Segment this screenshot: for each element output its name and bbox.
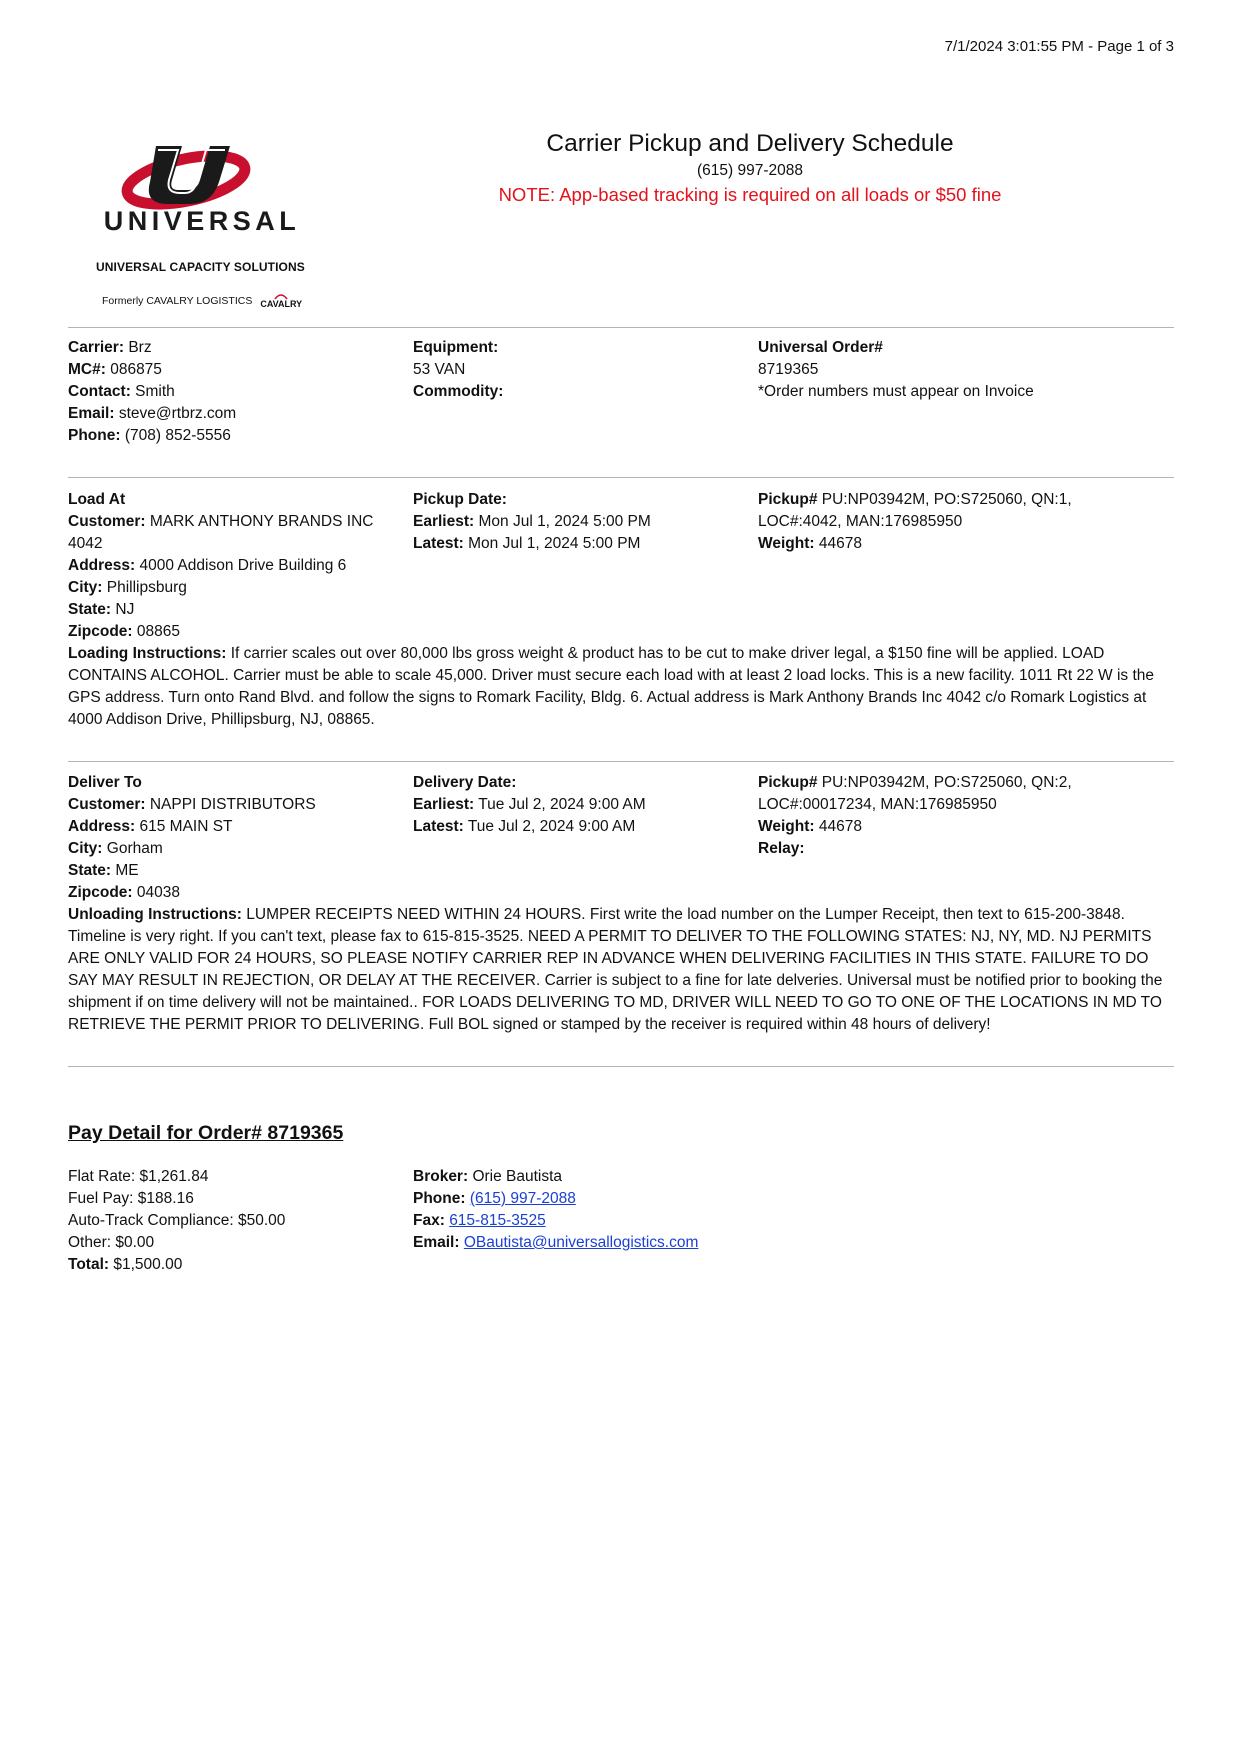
customer-label: Customer:	[68, 513, 146, 530]
pickup-number-cont: LOC#:4042, MAN:176985950	[758, 513, 963, 530]
address-value: 615 MAIN ST	[139, 818, 233, 835]
title-block	[420, 128, 1080, 208]
cavalry-logo	[260, 292, 302, 309]
broker-fax-link[interactable]: 615-815-3525	[449, 1212, 546, 1229]
order-label: Universal Order#	[758, 339, 883, 356]
city-value: Phillipsburg	[106, 579, 187, 596]
contact-value: Smith	[135, 383, 175, 400]
pickup-date-heading: Pickup Date:	[413, 491, 507, 508]
unloading-instructions	[68, 904, 1178, 1036]
mc-value: 086875	[110, 361, 162, 378]
customer-value: NAPPI DISTRIBUTORS	[149, 796, 316, 813]
order-note: *Order numbers must appear on Invoice	[758, 383, 1034, 400]
total-label: Total:	[68, 1256, 110, 1273]
delivery-date-heading: Delivery Date:	[413, 774, 517, 791]
total-value: $1,500.00	[113, 1256, 183, 1273]
address-label: Address:	[68, 557, 136, 574]
latest-value: Mon Jul 1, 2024 5:00 PM	[468, 535, 641, 552]
carrier-value: Brz	[128, 339, 152, 356]
relay-label: Relay:	[758, 840, 805, 857]
broker-fax-label: Fax:	[413, 1212, 445, 1229]
city-label: City:	[68, 579, 103, 596]
broker-value: Orie Bautista	[472, 1168, 563, 1185]
order-number: 8719365	[758, 361, 819, 378]
broker-email-link[interactable]: OBautista@universallogistics.com	[463, 1234, 699, 1251]
earliest-label: Earliest:	[413, 796, 475, 813]
earliest-value: Tue Jul 2, 2024 9:00 AM	[478, 796, 646, 813]
zip-label: Zipcode:	[68, 623, 133, 640]
broker-phone-link[interactable]: (615) 997-2088	[469, 1190, 576, 1207]
equipment-info	[413, 337, 743, 403]
load-at-heading: Load At	[68, 491, 126, 508]
delivery-date-info	[413, 772, 743, 838]
mc-label: MC#:	[68, 361, 106, 378]
email-label: Email:	[68, 405, 115, 422]
divider	[68, 1066, 1174, 1067]
broker-phone-label: Phone:	[413, 1190, 466, 1207]
deliver-to-heading: Deliver To	[68, 774, 142, 791]
pickup-ref-info	[758, 489, 1098, 555]
earliest-label: Earliest:	[413, 513, 475, 530]
phone-value: (708) 852-5556	[124, 427, 231, 444]
divider	[68, 327, 1174, 328]
broker-info	[413, 1166, 743, 1254]
loading-instructions	[68, 643, 1178, 731]
deliver-to-info	[68, 772, 398, 904]
universal-logo	[82, 140, 322, 236]
state-value: NJ	[115, 601, 135, 618]
customer-value: MARK ANTHONY BRANDS INC	[149, 513, 374, 530]
earliest-value: Mon Jul 1, 2024 5:00 PM	[478, 513, 651, 530]
divider	[68, 761, 1174, 762]
page-timestamp: 7/1/2024 3:01:55 PM - Page 1 of 3	[944, 38, 1174, 55]
customer-label: Customer:	[68, 796, 146, 813]
pickup-number-label: Pickup#	[758, 774, 818, 791]
weight-value: 44678	[818, 818, 862, 835]
loading-instructions-text: If carrier scales out over 80,000 lbs gross weight & product has to be cut to make driver legal, a $150 fine will be applied. LOAD CONTAINS ALCOHOL. Carrier must be able to scale 45,000. Driver must secure each load with at least 2 load locks. This is a new facility. 1011 Rt 22 W is the GPS address. Turn onto Rand Blvd. and follow the signs to Romark Facility, Bldg. 6. Actual address is Mark Anthony Brands Inc 4042 c/o Romark Logistics at 4000 Addison Drive, Phillipsburg, NJ, 08865.	[68, 645, 1155, 728]
state-label: State:	[68, 601, 112, 618]
other-pay: Other: $0.00	[68, 1234, 155, 1251]
fuel-pay: Fuel Pay: $188.16	[68, 1190, 194, 1207]
pay-breakdown	[68, 1166, 398, 1276]
universal-logo-icon	[82, 140, 322, 236]
city-label: City:	[68, 840, 103, 857]
formerly-text: Formerly CAVALRY LOGISTICS	[102, 294, 253, 307]
zip-value: 08865	[136, 623, 181, 640]
header-phone: (615) 997-2088	[697, 162, 803, 179]
cavalry-wordmark: CAVALRY	[260, 299, 303, 309]
carrier-info	[68, 337, 398, 447]
page-title: Carrier Pickup and Delivery Schedule	[546, 130, 954, 157]
carrier-label: Carrier:	[68, 339, 124, 356]
pickup-date-info	[413, 489, 743, 555]
tracking-note: NOTE: App-based tracking is required on all loads or $50 fine	[498, 184, 1002, 205]
zip-value: 04038	[136, 884, 181, 901]
order-info	[758, 337, 1098, 403]
brand-subtitle: UNIVERSAL CAPACITY SOLUTIONS	[96, 260, 305, 274]
email-value: steve@rtbrz.com	[118, 405, 237, 422]
logo-wordmark: UNIVERSAL	[103, 206, 301, 236]
state-value: ME	[115, 862, 139, 879]
pickup-number-value: PU:NP03942M, PO:S725060, QN:1,	[821, 491, 1072, 508]
divider	[68, 477, 1174, 478]
equipment-value: 53 VAN	[413, 361, 466, 378]
unloading-instructions-label: Unloading Instructions:	[68, 906, 242, 923]
unloading-instructions-text: LUMPER RECEIPTS NEED WITHIN 24 HOURS. First write the load number on the Lumper Receipt, then text to 615-200-3848. Timeline is very right. If you can't text, please fax to 615-815-3525. NEED A PERMIT TO DELIVER TO THE FOLLOWING STATES: NJ, NY, MD. NJ PERMITS ARE ONLY VALID FOR 24 HOURS, SO PLEASE NOTIFY CARRIER REP IN ADVANCE WHEN DELIVERING FACILITIES IN THIS STATE. FAILURE TO DO SAY MAY RESULT IN REJECTION, OR DELAY AT THE RECEIVER. Carrier is subject to a fine for late delveries. Universal must be notified prior to booking the shipment if on time delivery will not be maintained.. FOR LOADS DELIVERING TO MD, DRIVER WILL NEED TO GO TO ONE OF THE LOCATIONS IN MD TO RETRIEVE THE PERMIT PRIOR TO DELIVERING. Full BOL signed or stamped by the receiver is required within 48 hours of delivery!	[68, 906, 1163, 1033]
formerly-note	[102, 292, 302, 309]
address-value: 4000 Addison Drive Building 6	[139, 557, 347, 574]
pay-detail-title: Pay Detail for Order# 8719365	[68, 1122, 344, 1144]
delivery-ref-info	[758, 772, 1098, 860]
latest-label: Latest:	[413, 535, 464, 552]
customer-value-cont: 4042	[68, 535, 103, 552]
equipment-label: Equipment:	[413, 339, 499, 356]
commodity-label: Commodity:	[413, 383, 504, 400]
weight-label: Weight:	[758, 535, 815, 552]
flat-rate: Flat Rate: $1,261.84	[68, 1168, 209, 1185]
loading-instructions-label: Loading Instructions:	[68, 645, 227, 662]
broker-label: Broker:	[413, 1168, 469, 1185]
zip-label: Zipcode:	[68, 884, 133, 901]
latest-label: Latest:	[413, 818, 464, 835]
state-label: State:	[68, 862, 112, 879]
latest-value: Tue Jul 2, 2024 9:00 AM	[467, 818, 636, 835]
city-value: Gorham	[106, 840, 163, 857]
load-at-info	[68, 489, 398, 643]
address-label: Address:	[68, 818, 136, 835]
pickup-number-label: Pickup#	[758, 491, 818, 508]
pickup-number-value: PU:NP03942M, PO:S725060, QN:2,	[821, 774, 1072, 791]
weight-value: 44678	[818, 535, 862, 552]
broker-email-label: Email:	[413, 1234, 460, 1251]
pickup-number-cont: LOC#:00017234, MAN:176985950	[758, 796, 997, 813]
phone-label: Phone:	[68, 427, 121, 444]
contact-label: Contact:	[68, 383, 131, 400]
auto-track-compliance: Auto-Track Compliance: $50.00	[68, 1212, 286, 1229]
weight-label: Weight:	[758, 818, 815, 835]
